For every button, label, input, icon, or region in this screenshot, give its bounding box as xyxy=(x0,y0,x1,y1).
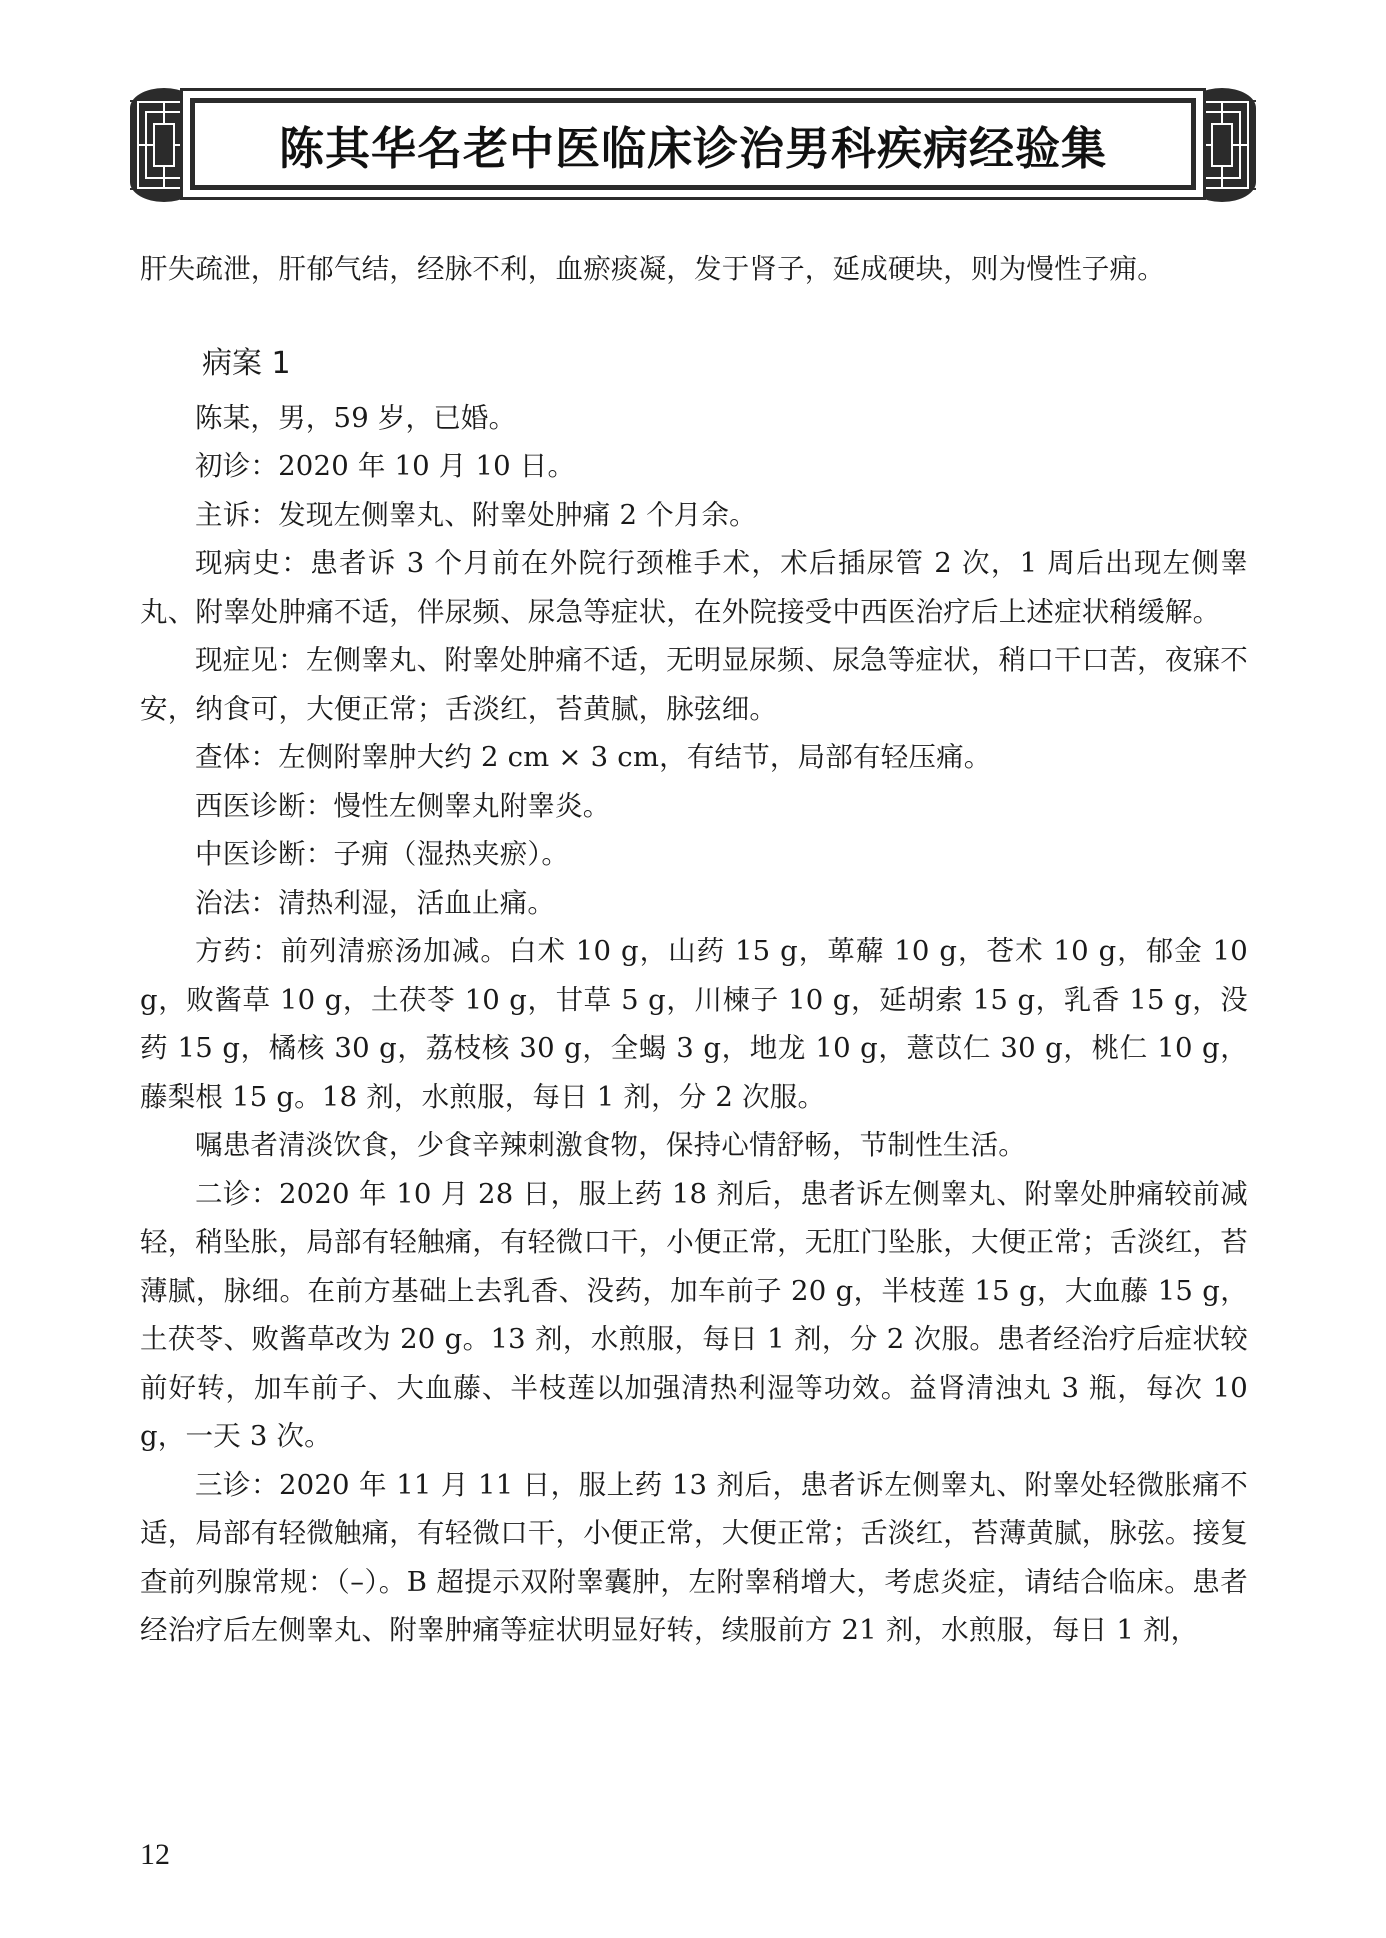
page-number: 12 xyxy=(140,1838,170,1871)
title-frame xyxy=(180,88,1206,200)
paragraph-third-visit: 三诊：2020 年 11 月 11 日，服上药 13 剂后，患者诉左侧睾丸、附睾处轻微胀痛不适，局部有轻微触痛，有轻微口干，小便正常，大便正常；舌淡红，苔薄黄腻，脉弦。接复查前列腺常规：（–）。B 超提示双附睾囊肿，左附睾稍增大，考虑炎症，请结合临床。患者经治疗后左侧睾丸、附睾肿痛等症状明显好转，续服前方 21 剂，水煎服，每日 1 剂， xyxy=(140,1468,1248,1646)
paragraph-western-diagnosis: 西医诊断：慢性左侧睾丸附睾炎。 xyxy=(195,789,611,822)
intro-paragraph: 肝失疏泄，肝郁气结，经脉不利，血瘀痰凝，发于肾子，延成硬块，则为慢性子痈。 xyxy=(140,253,1165,285)
page-body xyxy=(140,245,1248,1655)
paragraph-tcm-diagnosis: 中医诊断：子痈（湿热夹瘀）。 xyxy=(195,838,570,870)
paragraph-current-symptoms: 现症见：左侧睾丸、附睾处肿痛不适，无明显尿频、尿急等症状，稍口干口苦，夜寐不安，纳食可，大便正常；舌淡红，苔黄腻，脉弦细。 xyxy=(140,644,1248,725)
paragraph-prescription: 方药：前列清瘀汤加减。白术 10 g，山药 15 g，萆薢 10 g，苍术 10 g，郁金 10 g，败酱草 10 g，土茯苓 10 g，甘草 5 g，川楝子 10 g，延胡索 15 g，乳香 15 g，没药 15 g，橘核 30 g，荔枝核 30 g，全蝎 3 g，地龙 10 g，薏苡仁 30 g，桃仁 10 g，藤梨根 15 g。18 剂，水煎服，每日 1 剂，分 2 次服。 xyxy=(140,935,1248,1113)
header-banner xyxy=(130,88,1256,204)
case-heading: 病案 1 xyxy=(202,345,291,381)
paragraph-second-visit: 二诊：2020 年 10 月 28 日，服上药 18 剂后，患者诉左侧睾丸、附睾处肿痛较前减轻，稍坠胀，局部有轻触痛，有轻微口干，小便正常，无肛门坠胀，大便正常；舌淡红，苔薄腻，脉细。在前方基础上去乳香、没药，加车前子 20 g，半枝莲 15 g，大血藤 15 g，土茯苓、败酱草改为 20 g。13 剂，水煎服，每日 1 剂，分 2 次服。患者经治疗后症状较前好转，加车前子、大血藤、半枝莲以加强清热利湿等功效。益肾清浊丸 3 瓶，每次 10 g，一天 3 次。 xyxy=(140,1177,1248,1452)
book-title: 陈其华名老中医临床诊治男科疾病经验集 xyxy=(278,121,1107,175)
paragraph-advice: 嘱患者清淡饮食，少食辛辣刺激食物，保持心情舒畅，节制性生活。 xyxy=(195,1129,1026,1161)
paragraph-present-illness: 现病史：患者诉 3 个月前在外院行颈椎手术，术后插尿管 2 次，1 周后出现左侧睾丸、附睾处肿痛不适，伴尿频、尿急等症状，在外院接受中西医治疗后上述症状稍缓解。 xyxy=(140,547,1248,628)
paragraph-physical-exam: 查体：左侧附睾肿大约 2 cm × 3 cm，有结节，局部有轻压痛。 xyxy=(195,741,992,773)
paragraph-patient-info: 陈某，男，59 岁，已婚。 xyxy=(195,401,517,434)
paragraph-treatment-method: 治法：清热利湿，活血止痛。 xyxy=(195,886,556,919)
title-frame-inner xyxy=(190,98,1196,190)
paragraph-first-visit: 初诊：2020 年 10 月 10 日。 xyxy=(195,450,576,482)
paragraph-chief-complaint: 主诉：发现左侧睾丸、附睾处肿痛 2 个月余。 xyxy=(195,498,757,531)
